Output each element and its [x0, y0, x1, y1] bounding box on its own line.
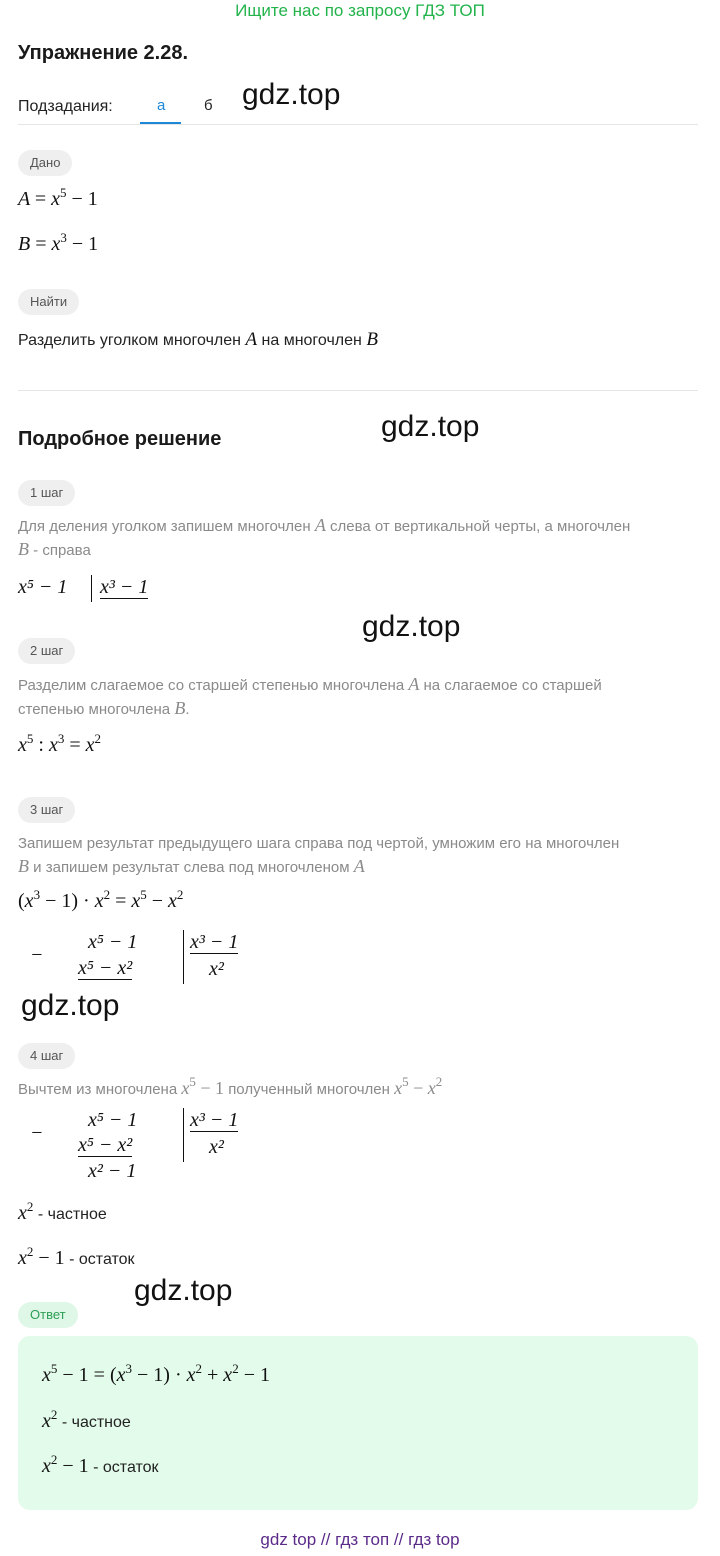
watermark: gdz.top	[381, 410, 480, 443]
step-3-formula: $(x^3 - 1) \cdot x^2 = x^5 - x^2$	[18, 887, 184, 912]
remainder-line: $x^2 - 1$ - остаток	[18, 1244, 135, 1269]
step-4-quotient: x²	[209, 1136, 224, 1158]
tabs-divider	[18, 124, 698, 125]
step-4-minus: −	[30, 1122, 44, 1144]
answer-quotient: $x^2$ - частное	[42, 1407, 131, 1432]
step-3-dividend: x⁵ − 1	[88, 931, 138, 953]
step-2-chip: 2 шаг	[18, 638, 75, 664]
watermark: gdz.top	[134, 1274, 233, 1307]
step-4-divisor: x³ − 1	[190, 1109, 239, 1131]
division-bar	[183, 1108, 184, 1162]
step-4-chip: 4 шаг	[18, 1043, 75, 1069]
step-1-left: x⁵ − 1	[18, 576, 68, 598]
section-divider	[18, 390, 698, 391]
tab-subtask-a[interactable]: а	[157, 97, 166, 114]
step-4-text: Вычтем из многочлена $x^5 - 1$ полученный многочлен $x^5 - x^2$	[18, 1074, 443, 1098]
watermark: gdz.top	[362, 610, 461, 643]
step-4-dividend: x⁵ − 1	[88, 1109, 138, 1131]
step-3-chip: 3 шаг	[18, 797, 75, 823]
step-4-remainder: x² − 1	[88, 1160, 137, 1182]
step-1-text: Для деления уголком запишем многочлен A слева от вертикальной черты, а многочлен B - справа	[18, 515, 631, 559]
quotient-line: $x^2$ - частное	[18, 1199, 107, 1224]
step-3-product: x⁵ − x²	[78, 957, 133, 979]
division-bar	[91, 575, 92, 602]
given-formula-b: $B = x^3 - 1$	[18, 230, 99, 255]
watermark: gdz.top	[242, 78, 341, 111]
step-3-quotient: x²	[209, 958, 224, 980]
answer-remainder: $x^2 - 1$ - остаток	[42, 1452, 159, 1477]
search-hint-banner: Ищите нас по запросу ГДЗ ТОП	[235, 1, 485, 20]
solution-title: Подробное решение	[18, 428, 222, 450]
step-1-chip: 1 шаг	[18, 480, 75, 506]
answer-formula: $x^5 - 1 = (x^3 - 1) \cdot x^2 + x^2 - 1$	[42, 1361, 270, 1386]
step-3-text: Запишем результат предыдущего шага справа под чертой, умножим его на многочлен B и запишем результат слева под многочленом A	[18, 835, 620, 876]
given-formula-a: $A = x^5 - 1$	[18, 185, 98, 210]
find-text: Разделить уголком многочлен A на многочлен B	[18, 329, 378, 350]
watermark: gdz.top	[21, 989, 120, 1022]
exercise-title: Упражнение 2.28.	[18, 42, 189, 64]
step-2-text: Разделим слагаемое со старшей степенью многочлена A на слагаемое со старшей степенью многочлена B.	[18, 674, 602, 718]
division-bar	[183, 930, 184, 984]
step-2-formula: $x^5$ : $x^3 = x^2$	[18, 731, 102, 756]
step-4-product: x⁵ − x²	[78, 1134, 133, 1156]
footer-links[interactable]: gdz top // гдз топ // гдз top	[260, 1530, 460, 1549]
answer-chip: Ответ	[18, 1302, 78, 1328]
step-3-divisor: x³ − 1	[190, 931, 239, 953]
tab-subtask-b[interactable]: б	[204, 97, 213, 114]
subtasks-label: Подзадания:	[18, 98, 113, 115]
find-chip: Найти	[18, 289, 79, 315]
step-3-minus: −	[30, 944, 44, 966]
given-chip: Дано	[18, 150, 72, 176]
step-1-right: x³ − 1	[100, 576, 149, 598]
